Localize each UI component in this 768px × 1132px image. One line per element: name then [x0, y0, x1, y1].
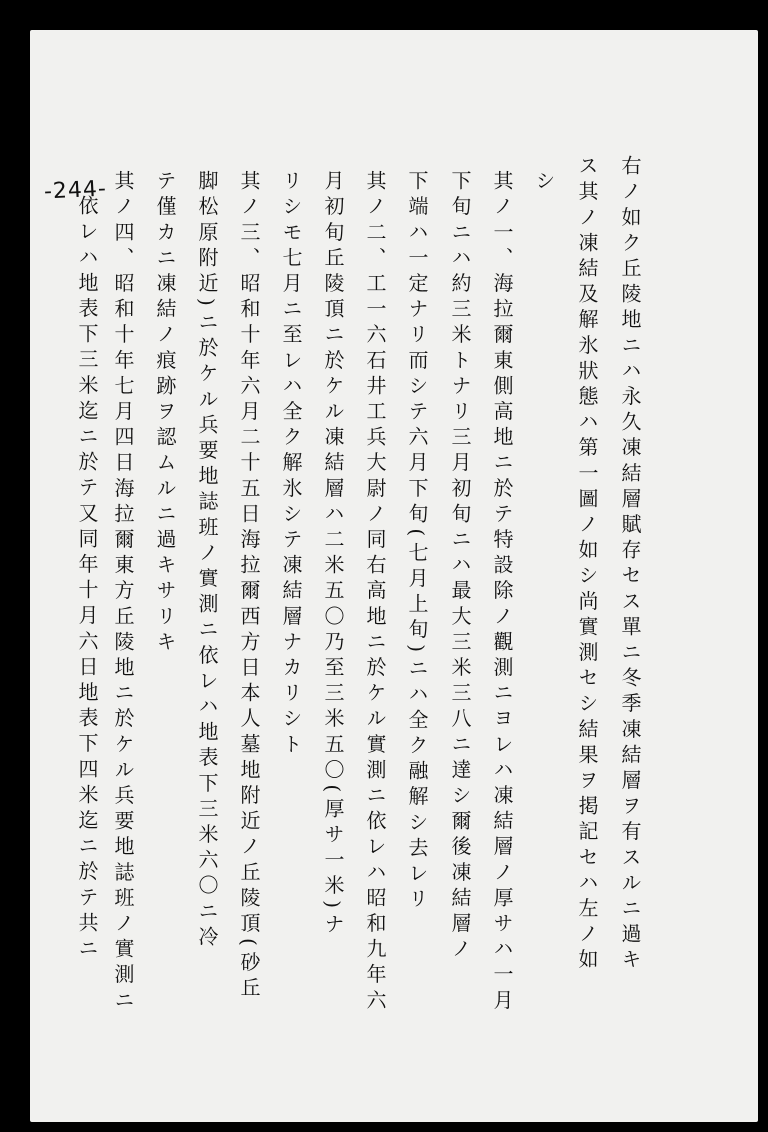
text-column-13: 其ノ四、昭和十年七月四日海拉爾東方丘陵地ニ於ケル兵要地誌班ノ實測ニ	[111, 170, 135, 1015]
text-column-2: ス其ノ凍結及解氷狀態ハ第一圖ノ如シ尚實測セシ結果ヲ掲記セハ左ノ如	[575, 155, 599, 975]
text-column-11: 脚松原附近)ニ於ケル兵要地誌班ノ實測ニ依レハ地表下三米六〇ニ冷	[195, 170, 219, 952]
page-number: -244-	[43, 176, 108, 205]
document-page	[30, 30, 758, 1122]
text-column-3: シ	[532, 170, 556, 196]
text-column-6: 下端ハ一定ナリ而シテ六月下旬(七月上旬)ニハ全ク融解シ去レリ	[405, 170, 429, 914]
text-column-1: 右ノ如ク丘陵地ニハ永久凍結層賦存セス單ニ冬季凍結層ヲ有スルニ過キ	[618, 155, 642, 975]
text-column-5: 下旬ニハ約三米トナリ三月初旬ニハ最大三米三八ニ達シ爾後凍結層ノ	[448, 170, 472, 964]
text-column-10: 其ノ三、昭和十年六月二十五日海拉爾西方日本人墓地附近ノ丘陵頂(砂丘	[237, 170, 261, 1003]
text-column-12: テ僅カニ凍結ノ痕跡ヲ認ムルニ過キサリキ	[153, 170, 177, 657]
text-column-9: リシモ七月ニ至レハ全ク解氷シテ凍結層ナカリシト	[279, 170, 303, 759]
text-column-8: 月初旬丘陵頂ニ於ケル凍結層ハ二米五〇乃至三米五〇(厚サ一米)ナ	[321, 170, 345, 940]
text-column-7: 其ノ二、工一六石井工兵大尉ノ同右高地ニ於ケル實測ニ依レハ昭和九年六	[363, 170, 387, 1015]
text-column-14: 依レハ地表下三米迄ニ於テ又同年十月六日地表下四米迄ニ於テ共ニ	[75, 195, 99, 963]
text-column-4: 其ノ一、海拉爾東側高地ニ於テ特設除ノ觀測ニヨレハ凍結層ノ厚サハ一月	[490, 170, 514, 1015]
